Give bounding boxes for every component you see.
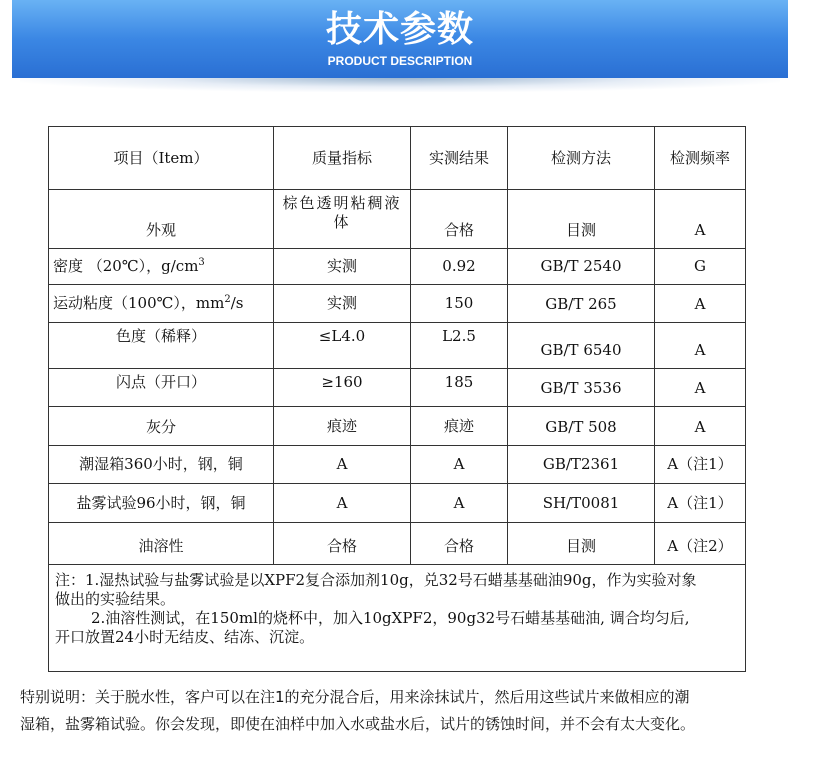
- cell-frequency: A: [655, 369, 746, 407]
- cell-frequency: A: [655, 407, 746, 446]
- header-frequency: 检测频率: [655, 127, 746, 190]
- item-superscript: 3: [198, 257, 205, 268]
- cell-item: 盐雾试验96小时，钢，铜: [49, 484, 274, 523]
- cell-method: GB/T 3536: [508, 369, 655, 407]
- cell-frequency: G: [655, 249, 746, 285]
- table-row: [49, 249, 746, 285]
- cell-frequency: A（注1）: [655, 484, 746, 523]
- cell-method: GB/T 508: [508, 407, 655, 446]
- cell-result: 0.92: [411, 249, 508, 285]
- banner-shadow: [20, 78, 780, 92]
- cell-item: 潮湿箱360小时，钢，铜: [49, 446, 274, 484]
- special-note-line-2: 湿箱，盐雾箱试验。你会发现，即使在油样中加入水或盐水后，试片的锈蚀时间，并不会有太大变化。: [20, 715, 696, 733]
- table-row: [49, 323, 746, 369]
- table-row: [49, 407, 746, 446]
- cell-result: 合格: [411, 190, 508, 249]
- cell-item: 闪点（开口）: [49, 369, 274, 407]
- header-item: 项目（Item）: [49, 127, 274, 190]
- special-note-line-1: 特别说明：关于脱水性，客户可以在注1的充分混合后，用来涂抹试片，然后用这些试片来做相应的潮: [20, 688, 690, 706]
- cell-method: GB/T 265: [508, 285, 655, 323]
- cell-frequency: A: [655, 190, 746, 249]
- cell-result: 185: [411, 369, 508, 407]
- cell-spec: ≥160: [274, 369, 411, 407]
- banner-subtitle: PRODUCT DESCRIPTION: [327, 54, 473, 68]
- table-row: [49, 285, 746, 323]
- cell-method: GB/T 2540: [508, 249, 655, 285]
- cell-spec: A: [274, 446, 411, 484]
- cell-item: 色度（稀释）: [49, 323, 274, 369]
- table-header-row: [49, 127, 746, 190]
- cell-item: [49, 285, 274, 323]
- cell-spec: 实测: [274, 249, 411, 285]
- cell-result: L2.5: [411, 323, 508, 369]
- note-line-1: 注：1.湿热试验与盐雾试验是以XPF2复合添加剂10g，兑32号石蜡基基础油90g，作为实验对象: [55, 571, 697, 589]
- cell-item: 油溶性: [49, 523, 274, 565]
- special-note: [20, 684, 810, 738]
- cell-method: GB/T 6540: [508, 323, 655, 369]
- item-text: 密度 （20℃），g/cm: [53, 257, 199, 275]
- header-banner: [12, 0, 788, 78]
- cell-spec: 合格: [274, 523, 411, 565]
- cell-result: 合格: [411, 523, 508, 565]
- cell-spec: 实测: [274, 285, 411, 323]
- cell-result: 痕迹: [411, 407, 508, 446]
- cell-frequency: A: [655, 323, 746, 369]
- notes-row: [49, 565, 746, 672]
- item-text: 运动粘度（100℃），mm: [53, 294, 225, 312]
- cell-method: GB/T2361: [508, 446, 655, 484]
- note-line-2: 做出的实验结果。: [55, 590, 176, 608]
- table-row: [49, 484, 746, 523]
- header-result: 实测结果: [411, 127, 508, 190]
- header-spec: 质量指标: [274, 127, 411, 190]
- table-row: [49, 369, 746, 407]
- cell-spec: ≤L4.0: [274, 323, 411, 369]
- cell-spec: 棕色透明粘稠液体: [274, 190, 411, 249]
- banner-title: 技术参数: [325, 9, 474, 50]
- cell-item: 灰分: [49, 407, 274, 446]
- cell-spec: 痕迹: [274, 407, 411, 446]
- cell-method: SH/T0081: [508, 484, 655, 523]
- header-method: 检测方法: [508, 127, 655, 190]
- spec-table: [48, 126, 746, 672]
- cell-result: 150: [411, 285, 508, 323]
- notes-cell: [49, 565, 746, 672]
- cell-result: A: [411, 484, 508, 523]
- cell-result: A: [411, 446, 508, 484]
- table-row: [49, 446, 746, 484]
- cell-spec: A: [274, 484, 411, 523]
- item-superscript: 2: [224, 294, 231, 305]
- table-row: [49, 523, 746, 565]
- item-suffix: /s: [230, 294, 244, 312]
- cell-frequency: A（注1）: [655, 446, 746, 484]
- table-row: [49, 190, 746, 249]
- cell-item: [49, 249, 274, 285]
- note-line-3: 2.油溶性测试，在150ml的烧杯中，加入10gXPF2，90g32号石蜡基基础油, 调合均匀后,: [91, 609, 690, 627]
- cell-frequency: A（注2）: [655, 523, 746, 565]
- cell-method: 目测: [508, 190, 655, 249]
- cell-frequency: A: [655, 285, 746, 323]
- cell-method: 目测: [508, 523, 655, 565]
- note-line-4: 开口放置24小时无结皮、结冻、沉淀。: [55, 628, 315, 646]
- cell-item: 外观: [49, 190, 274, 249]
